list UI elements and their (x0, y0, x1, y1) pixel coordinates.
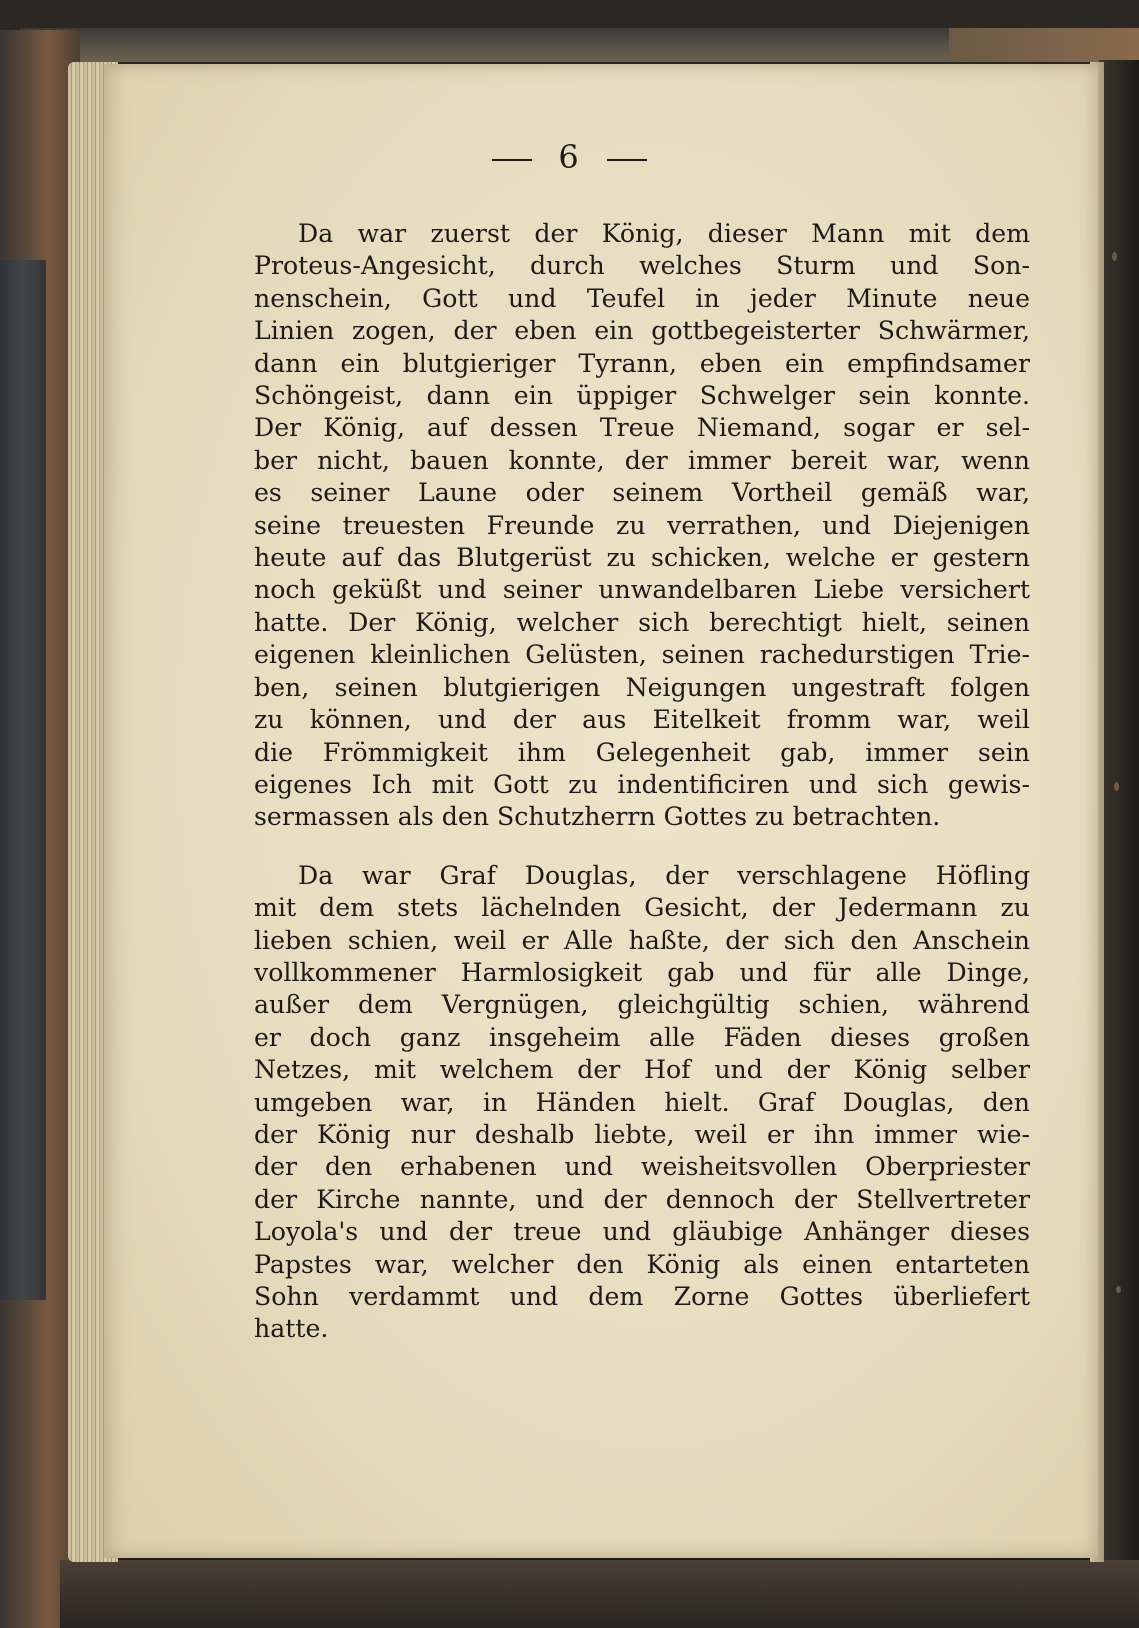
text-line: ber nicht, bauen konnte, der immer bereit war, wenn (254, 445, 1030, 475)
text-line: hatte. (254, 1314, 329, 1344)
header-dash-left (492, 159, 532, 161)
text-line: der den erhabenen und weisheitsvollen Oberpriester (254, 1152, 1030, 1182)
page-speck (1114, 782, 1119, 791)
book-cover-bottom-edge (60, 1560, 1139, 1628)
text-line: sermassen als den Schutzherrn Gottes zu betrachten. (254, 802, 941, 832)
text-line: Loyola's und der treue und gläubige Anhänger dieses (254, 1217, 1030, 1247)
text-line: ben, seinen blutgierigen Neigungen ungestraft folgen (254, 672, 1030, 702)
book-spine-strip (0, 260, 46, 1300)
body-text (254, 218, 1030, 1346)
book-cover-right-edge (1099, 60, 1139, 1580)
text-line: Der König, auf dessen Treue Niemand, sogar er sel- (254, 413, 1030, 443)
text-line: seine treuesten Freunde zu verrathen, und Diejenigen (254, 510, 1030, 540)
text-line: vollkommener Harmlosigkeit gab und für alle Dinge, (254, 957, 1030, 987)
text-line: dann ein blutgieriger Tyrann, eben ein empfindsamer (254, 348, 1030, 378)
text-line: eigenes Ich mit Gott zu indentificiren und sich gewis- (254, 769, 1030, 799)
page-speck (1116, 1286, 1121, 1293)
text-line: der König nur deshalb liebte, weil er ihn immer wie- (254, 1119, 1030, 1149)
text-line: es seiner Laune oder seinem Vortheil gemäß war, (254, 478, 1030, 508)
text-line: Da war zuerst der König, dieser Mann mit dem (298, 219, 1030, 248)
paragraph-1 (254, 218, 1030, 834)
text-line: hatte. Der König, welcher sich berechtigt hielt, seinen (254, 607, 1030, 637)
page-number: 6 (558, 138, 581, 176)
text-line: der Kirche nannte, und der dennoch der Stellvertreter (254, 1184, 1030, 1214)
text-line: Linien zogen, der eben ein gottbegeisterter Schwärmer, (254, 316, 1030, 346)
text-line: umgeben war, in Händen hielt. Graf Douglas, den (254, 1087, 1030, 1117)
page-number-header (0, 138, 1139, 176)
text-line: noch geküßt und seiner unwandelbaren Liebe versichert (254, 575, 1030, 605)
text-line: eigenen kleinlichen Gelüsten, seinen rachedurstigen Trie- (254, 640, 1030, 670)
text-line: lieben schien, weil er Alle haßte, der sich den Anschein (254, 925, 1030, 955)
text-line: Netzes, mit welchem der Hof und der König selber (254, 1055, 1030, 1085)
text-line: außer dem Vergnügen, gleichgültig schien, während (254, 990, 1030, 1020)
text-line: Schöngeist, dann ein üppiger Schwelger sein konnte. (254, 381, 1030, 411)
text-line: die Frömmigkeit ihm Gelegenheit gab, immer sein (254, 737, 1030, 767)
text-line: er doch ganz insgeheim alle Fäden dieses großen (254, 1022, 1030, 1052)
text-line: nenschein, Gott und Teufel in jeder Minute neue (254, 283, 1030, 313)
text-line: Sohn verdammt und dem Zorne Gottes überliefert (254, 1282, 1030, 1311)
text-line: Proteus-Angesicht, durch welches Sturm und Son- (254, 251, 1030, 281)
text-line: mit dem stets lächelnden Gesicht, der Jedermann zu (254, 893, 1030, 923)
text-line: heute auf das Blutgerüst zu schicken, welche er gestern (254, 543, 1030, 573)
header-dash-right (607, 159, 647, 161)
book-cover-top-right-edge (949, 28, 1139, 62)
page-speck (1112, 252, 1117, 261)
text-line: Papstes war, welcher den König als einen entarteten (254, 1249, 1030, 1279)
text-line: zu können, und der aus Eitelkeit fromm war, weil (254, 705, 1030, 735)
text-line: Da war Graf Douglas, der verschlagene Höfling (298, 860, 1030, 890)
paragraph-2 (254, 860, 1030, 1346)
